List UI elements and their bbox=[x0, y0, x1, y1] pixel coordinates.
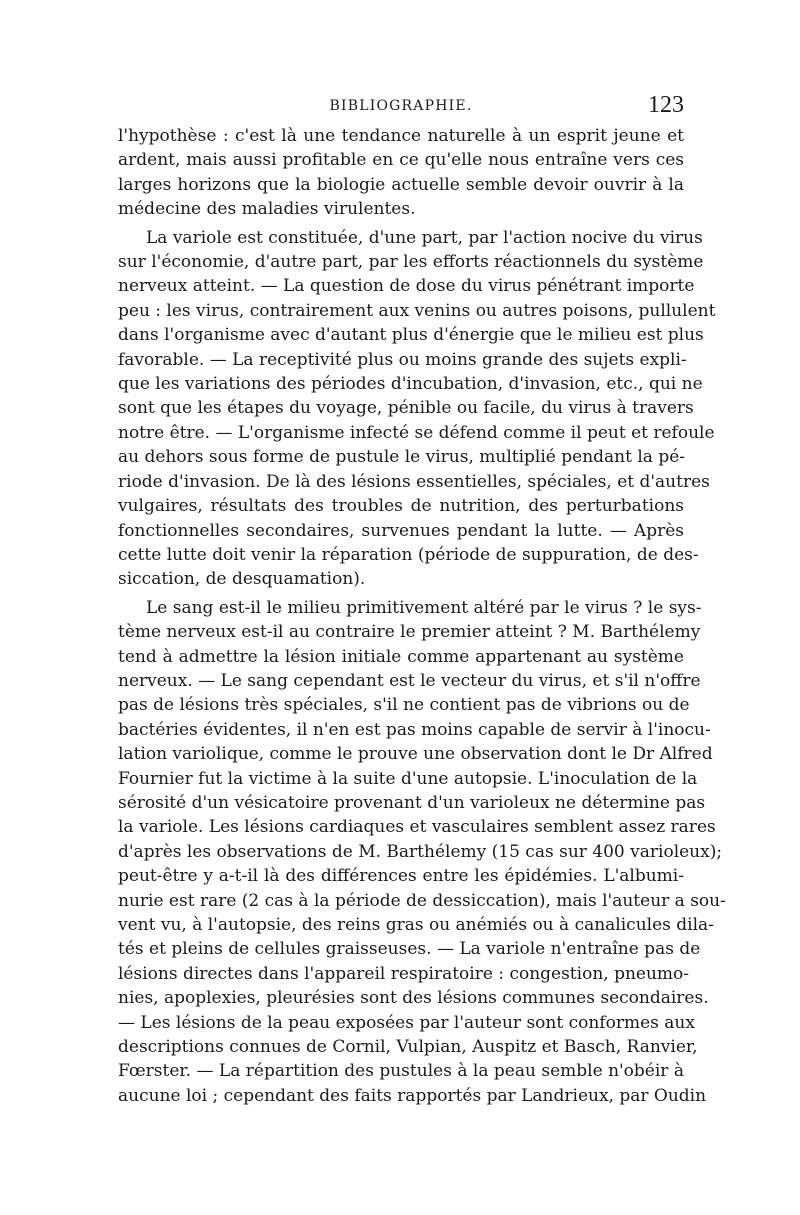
text-line: ardent, mais aussi profitable en ce qu'elle nous entraîne vers ces bbox=[118, 150, 684, 171]
text-line: fonctionnelles secondaires, survenues pendant la lutte. — Après bbox=[118, 520, 684, 541]
text-line: — Les lésions de la peau exposées par l'auteur sont conformes aux bbox=[118, 1012, 695, 1033]
text-line: que les variations des périodes d'incubation, d'invasion, etc., qui ne bbox=[118, 374, 703, 395]
text-line: tés et pleins de cellules graisseuses. — La variole n'entraîne pas de bbox=[118, 939, 701, 960]
text-line: La variole est constituée, d'une part, par l'action nocive du virus bbox=[146, 227, 703, 248]
text-line: lésions directes dans l'appareil respiratoire : congestion, pneumo- bbox=[118, 963, 690, 984]
paragraph bbox=[118, 596, 726, 1109]
text-line: Fournier fut la victime à la suite d'une autopsie. L'inoculation de la bbox=[118, 768, 698, 789]
text-line: sérosité d'un vésicatoire provenant d'un varioleux ne détermine pas bbox=[118, 792, 706, 813]
text-line: tend à admettre la lésion initiale comme appartenant au système bbox=[118, 646, 684, 667]
text-line: nerveux. — Le sang cependant est le vecteur du virus, et s'il n'offre bbox=[118, 670, 701, 691]
text-line: Fœrster. — La répartition des pustules à la peau semble n'obéir à bbox=[118, 1061, 684, 1082]
paragraph bbox=[118, 124, 684, 222]
text-line: d'après les observations de M. Barthélemy (15 cas sur 400 varioleux); bbox=[118, 841, 723, 862]
text-line: notre être. — L'organisme infecté se défend comme il peut et refoule bbox=[118, 422, 715, 443]
text-line: peut-être y a-t-il là des différences entre les épidémies. L'albumi- bbox=[118, 866, 684, 887]
text-line: sont que les étapes du voyage, pénible ou facile, du virus à travers bbox=[118, 398, 694, 419]
text-line: riode d'invasion. De là des lésions essentielles, spéciales, et d'autres bbox=[118, 471, 710, 492]
text-line: pas de lésions très spéciales, s'il ne contient pas de vibrions ou de bbox=[118, 695, 690, 716]
text-line: peu : les virus, contrairement aux venins ou autres poisons, pullulent bbox=[118, 300, 716, 321]
body-text bbox=[118, 124, 726, 1108]
text-line: descriptions connues de Cornil, Vulpian, Auspitz et Basch, Ranvier, bbox=[118, 1037, 698, 1058]
text-line: nurie est rare (2 cas à la période de dessiccation), mais l'auteur a sou- bbox=[118, 890, 726, 911]
text-line: siccation, de desquamation). bbox=[118, 569, 366, 590]
text-line: nerveux atteint. — La question de dose du virus pénétrant importe bbox=[118, 276, 695, 297]
text-line: médecine des maladies virulentes. bbox=[118, 199, 416, 220]
text-line: sur l'économie, d'autre part, par les efforts réactionnels du système bbox=[118, 252, 704, 273]
running-head bbox=[118, 92, 684, 120]
text-line: tème nerveux est-il au contraire le premier atteint ? M. Barthélemy bbox=[118, 622, 701, 643]
text-line: aucune loi ; cependant des faits rapportés par Landrieux, par Oudin bbox=[118, 1085, 707, 1106]
text-line: cette lutte doit venir la réparation (période de suppuration, de des- bbox=[118, 544, 699, 565]
text-line: vent vu, à l'autopsie, des reins gras ou anémiés ou à canalicules dila- bbox=[118, 915, 714, 935]
text-line: larges horizons que la biologie actuelle semble devoir ouvrir à la bbox=[118, 174, 684, 195]
text-line: bactéries évidentes, il n'en est pas moins capable de servir à l'inocu- bbox=[118, 719, 711, 740]
running-title: BIBLIOGRAPHIE. bbox=[329, 98, 473, 114]
text-line: la variole. Les lésions cardiaques et vasculaires semblent assez rares bbox=[118, 817, 716, 838]
text-line: nies, apoplexies, pleurésies sont des lésions communes secondaires. bbox=[118, 988, 709, 1009]
text-line: l'hypothèse : c'est là une tendance naturelle à un esprit jeune et bbox=[118, 126, 684, 146]
text-line: vulgaires, résultats des troubles de nutrition, des perturbations bbox=[118, 496, 684, 517]
text-line: lation variolique, comme le prouve une observation dont le Dr Alfred bbox=[118, 744, 713, 765]
page-number: 123 bbox=[648, 92, 684, 118]
text-line: Le sang est-il le milieu primitivement altéré par le virus ? le sys- bbox=[146, 597, 702, 618]
text-line: au dehors sous forme de pustule le virus, multiplié pendant la pé- bbox=[118, 447, 686, 468]
text-line: dans l'organisme avec d'autant plus d'énergie que le milieu est plus bbox=[118, 325, 704, 346]
paragraph bbox=[118, 226, 716, 592]
text-line: favorable. — La receptivité plus ou moins grande des sujets expli- bbox=[118, 349, 687, 370]
